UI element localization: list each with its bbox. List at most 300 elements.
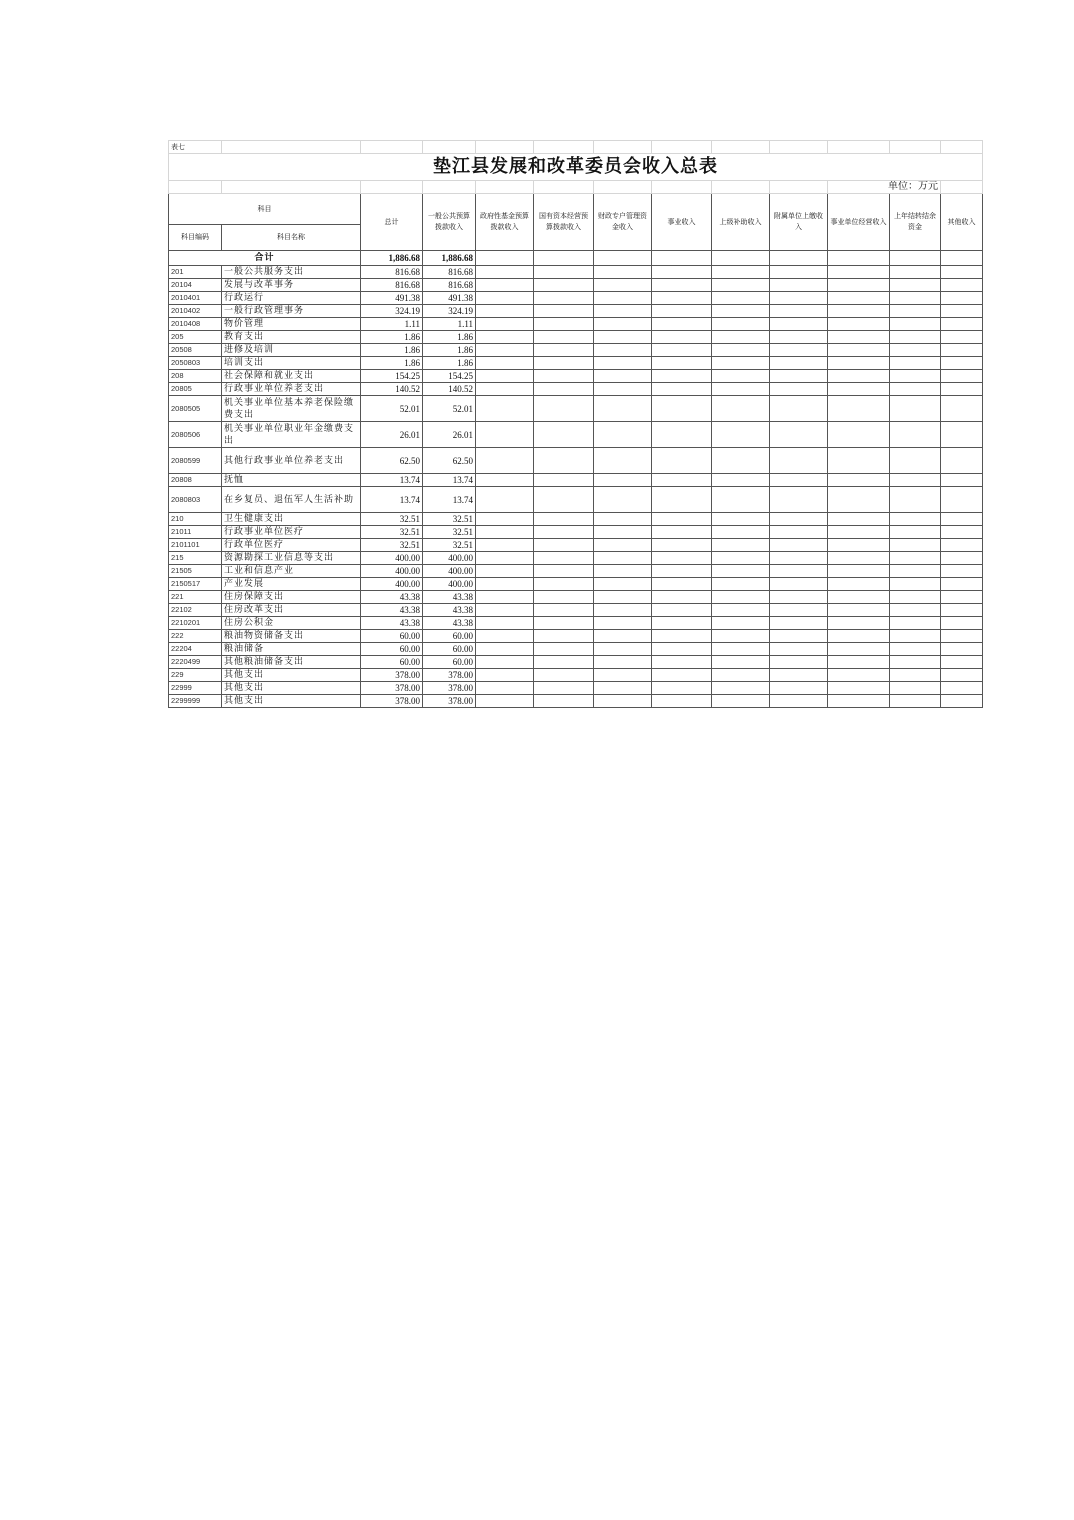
empty-cell [476, 266, 534, 279]
empty-cell [712, 266, 770, 279]
empty-cell [534, 591, 594, 604]
empty-cell [476, 279, 534, 292]
row-general-budget: 1.11 [423, 318, 476, 331]
empty-cell [534, 682, 594, 695]
row-code: 2080506 [169, 422, 222, 448]
row-name: 其他支出 [222, 682, 361, 695]
empty-cell [941, 513, 983, 526]
header-special-account: 财政专户管理资金收入 [594, 194, 652, 251]
empty-cell [890, 643, 941, 656]
empty-cell [476, 383, 534, 396]
row-total: 1.86 [361, 344, 423, 357]
empty-cell [890, 682, 941, 695]
header-state-capital: 国有资本经营预算拨款收入 [534, 194, 594, 251]
empty-cell [941, 539, 983, 552]
empty-cell [594, 292, 652, 305]
empty-cell [828, 266, 890, 279]
unit-label: 单位：万元 [828, 181, 941, 194]
row-general-budget: 400.00 [423, 565, 476, 578]
empty-cell [941, 591, 983, 604]
header-gov-fund: 政府性基金预算拨款收入 [476, 194, 534, 251]
empty-cell [770, 266, 828, 279]
empty-cell [652, 604, 712, 617]
empty-cell [828, 279, 890, 292]
empty-cell [534, 604, 594, 617]
empty-cell [828, 565, 890, 578]
empty-cell [712, 578, 770, 591]
empty-cell [534, 331, 594, 344]
row-code: 22102 [169, 604, 222, 617]
empty-cell [594, 682, 652, 695]
empty-cell [941, 669, 983, 682]
row-code: 215 [169, 552, 222, 565]
empty-cell [534, 292, 594, 305]
row-code: 229 [169, 669, 222, 682]
empty-cell [941, 305, 983, 318]
table-row [169, 448, 983, 474]
empty-cell [594, 474, 652, 487]
row-name: 其他粮油储备支出 [222, 656, 361, 669]
empty-cell [941, 344, 983, 357]
empty-cell [770, 526, 828, 539]
empty-cell [828, 305, 890, 318]
empty-cell [476, 292, 534, 305]
row-name: 粮油储备 [222, 643, 361, 656]
empty-cell [712, 643, 770, 656]
empty-cell [652, 448, 712, 474]
table-row [169, 578, 983, 591]
empty-cell [941, 370, 983, 383]
row-total: 13.74 [361, 487, 423, 513]
row-code: 20808 [169, 474, 222, 487]
empty-cell [890, 656, 941, 669]
empty-cell [770, 656, 828, 669]
empty-cell [534, 539, 594, 552]
empty-cell [712, 552, 770, 565]
empty-cell [712, 630, 770, 643]
empty-cell [828, 422, 890, 448]
row-code: 222 [169, 630, 222, 643]
empty-cell [534, 344, 594, 357]
empty-cell [534, 279, 594, 292]
empty-cell [770, 331, 828, 344]
empty-cell [712, 279, 770, 292]
row-general-budget: 324.19 [423, 305, 476, 318]
empty-cell [828, 526, 890, 539]
empty-cell [534, 695, 594, 708]
empty-cell [534, 474, 594, 487]
empty-cell [828, 591, 890, 604]
header-affiliate: 附属单位上缴收入 [770, 194, 828, 251]
empty-cell [890, 279, 941, 292]
empty-cell [890, 292, 941, 305]
row-general-budget: 1.86 [423, 344, 476, 357]
income-summary-sheet [168, 140, 982, 708]
table-row [169, 695, 983, 708]
empty-cell [476, 539, 534, 552]
row-name: 一般公共服务支出 [222, 266, 361, 279]
row-total: 816.68 [361, 266, 423, 279]
empty-cell [534, 630, 594, 643]
row-code: 21505 [169, 565, 222, 578]
empty-cell [828, 643, 890, 656]
row-general-budget: 378.00 [423, 682, 476, 695]
empty-cell [534, 513, 594, 526]
empty-cell [652, 617, 712, 630]
empty-cell [712, 344, 770, 357]
empty-cell [770, 630, 828, 643]
empty-cell [652, 552, 712, 565]
row-name: 住房改革支出 [222, 604, 361, 617]
empty-cell [770, 487, 828, 513]
empty-cell [476, 630, 534, 643]
empty-cell [941, 448, 983, 474]
empty-cell [594, 357, 652, 370]
row-general-budget: 62.50 [423, 448, 476, 474]
empty-cell [941, 656, 983, 669]
row-general-budget: 140.52 [423, 383, 476, 396]
empty-cell [890, 474, 941, 487]
empty-cell [594, 370, 652, 383]
table-row [169, 513, 983, 526]
row-general-budget: 400.00 [423, 578, 476, 591]
empty-cell [652, 487, 712, 513]
table-row [169, 526, 983, 539]
empty-cell [476, 643, 534, 656]
empty-cell [476, 305, 534, 318]
table-row [169, 487, 983, 513]
empty-cell [534, 656, 594, 669]
table-row [169, 565, 983, 578]
row-code: 22999 [169, 682, 222, 695]
empty-cell [828, 318, 890, 331]
empty-cell [652, 344, 712, 357]
empty-cell [770, 370, 828, 383]
empty-cell [828, 604, 890, 617]
table-title: 垫江县发展和改革委员会收入总表 [169, 154, 983, 181]
row-total: 816.68 [361, 279, 423, 292]
empty-cell [594, 669, 652, 682]
empty-cell [770, 643, 828, 656]
empty-cell [476, 513, 534, 526]
row-name: 产业发展 [222, 578, 361, 591]
row-total: 324.19 [361, 305, 423, 318]
empty-cell [828, 552, 890, 565]
table-row [169, 266, 983, 279]
empty-cell [534, 643, 594, 656]
empty-cell [941, 487, 983, 513]
empty-cell [941, 266, 983, 279]
empty-cell [712, 591, 770, 604]
empty-cell [890, 578, 941, 591]
empty-cell [828, 578, 890, 591]
empty-cell [594, 344, 652, 357]
row-code: 2101101 [169, 539, 222, 552]
empty-cell [652, 669, 712, 682]
row-name: 行政事业单位医疗 [222, 526, 361, 539]
row-name: 进修及培训 [222, 344, 361, 357]
empty-cell [890, 383, 941, 396]
row-total: 400.00 [361, 578, 423, 591]
empty-cell [941, 422, 983, 448]
empty-cell [652, 383, 712, 396]
row-general-budget: 378.00 [423, 669, 476, 682]
empty-cell [941, 331, 983, 344]
empty-cell [652, 695, 712, 708]
empty-cell [941, 279, 983, 292]
empty-cell [712, 604, 770, 617]
row-total: 43.38 [361, 591, 423, 604]
empty-cell [712, 526, 770, 539]
row-total: 43.38 [361, 604, 423, 617]
empty-cell [890, 318, 941, 331]
empty-cell [712, 292, 770, 305]
empty-cell [534, 487, 594, 513]
row-name: 行政事业单位养老支出 [222, 383, 361, 396]
empty-cell [594, 591, 652, 604]
row-code: 2010401 [169, 292, 222, 305]
row-total: 13.74 [361, 474, 423, 487]
empty-cell [476, 474, 534, 487]
empty-cell [770, 513, 828, 526]
row-name: 行政单位医疗 [222, 539, 361, 552]
row-general-budget: 43.38 [423, 617, 476, 630]
empty-cell [712, 669, 770, 682]
empty-cell [828, 682, 890, 695]
empty-cell [828, 487, 890, 513]
row-code: 20104 [169, 279, 222, 292]
empty-cell [712, 695, 770, 708]
empty-cell [890, 331, 941, 344]
empty-cell [652, 539, 712, 552]
row-code: 205 [169, 331, 222, 344]
table-row [169, 474, 983, 487]
empty-cell [476, 578, 534, 591]
empty-cell [534, 266, 594, 279]
empty-cell [770, 292, 828, 305]
empty-cell [890, 487, 941, 513]
empty-cell [594, 539, 652, 552]
empty-cell [941, 474, 983, 487]
empty-cell [594, 266, 652, 279]
table-row [169, 669, 983, 682]
empty-cell [476, 526, 534, 539]
empty-cell [890, 357, 941, 370]
empty-cell [476, 695, 534, 708]
empty-cell [890, 565, 941, 578]
row-name: 资源勘探工业信息等支出 [222, 552, 361, 565]
empty-cell [534, 357, 594, 370]
empty-cell [770, 357, 828, 370]
empty-cell [941, 630, 983, 643]
row-total: 32.51 [361, 539, 423, 552]
empty-cell [770, 383, 828, 396]
empty-cell [534, 396, 594, 422]
row-total: 400.00 [361, 552, 423, 565]
row-name: 机关事业单位职业年金缴费支出 [222, 422, 361, 448]
empty-cell [828, 344, 890, 357]
row-total: 378.00 [361, 669, 423, 682]
empty-cell [652, 279, 712, 292]
empty-cell [712, 565, 770, 578]
row-total: 378.00 [361, 695, 423, 708]
table-row [169, 279, 983, 292]
row-total: 154.25 [361, 370, 423, 383]
row-name: 行政运行 [222, 292, 361, 305]
empty-cell [770, 539, 828, 552]
empty-cell [828, 669, 890, 682]
empty-cell [770, 695, 828, 708]
empty-cell [770, 565, 828, 578]
empty-cell [594, 552, 652, 565]
row-total: 32.51 [361, 513, 423, 526]
empty-cell [652, 396, 712, 422]
row-general-budget: 13.74 [423, 474, 476, 487]
row-code: 2080599 [169, 448, 222, 474]
table-row [169, 552, 983, 565]
empty-cell [652, 331, 712, 344]
row-name: 卫生健康支出 [222, 513, 361, 526]
empty-cell [828, 630, 890, 643]
empty-cell [712, 383, 770, 396]
empty-cell [594, 422, 652, 448]
row-total: 491.38 [361, 292, 423, 305]
empty-cell [652, 565, 712, 578]
table-row [169, 630, 983, 643]
empty-cell [941, 318, 983, 331]
empty-cell [828, 396, 890, 422]
empty-cell [476, 604, 534, 617]
table-row [169, 591, 983, 604]
empty-cell [534, 318, 594, 331]
row-general-budget: 1.86 [423, 331, 476, 344]
row-general-budget: 13.74 [423, 487, 476, 513]
empty-cell [890, 526, 941, 539]
row-name: 社会保障和就业支出 [222, 370, 361, 383]
row-general-budget: 32.51 [423, 513, 476, 526]
empty-cell [652, 305, 712, 318]
empty-cell [652, 266, 712, 279]
empty-cell [770, 279, 828, 292]
empty-cell [941, 617, 983, 630]
table-row [169, 383, 983, 396]
empty-cell [941, 578, 983, 591]
empty-cell [594, 448, 652, 474]
empty-cell [941, 383, 983, 396]
empty-cell [652, 318, 712, 331]
table-row [169, 318, 983, 331]
header-superior-subsidy: 上级补助收入 [712, 194, 770, 251]
empty-cell [712, 331, 770, 344]
empty-cell [594, 565, 652, 578]
row-total: 32.51 [361, 526, 423, 539]
empty-cell [594, 305, 652, 318]
row-total: 60.00 [361, 630, 423, 643]
empty-cell [890, 669, 941, 682]
table-row [169, 292, 983, 305]
row-name: 粮油物资储备支出 [222, 630, 361, 643]
empty-cell [712, 357, 770, 370]
empty-cell [652, 474, 712, 487]
row-general-budget: 154.25 [423, 370, 476, 383]
empty-cell [534, 552, 594, 565]
row-name: 在乡复员、退伍军人生活补助 [222, 487, 361, 513]
row-general-budget: 52.01 [423, 396, 476, 422]
empty-cell [534, 305, 594, 318]
row-code: 2050803 [169, 357, 222, 370]
row-code: 2080803 [169, 487, 222, 513]
row-code: 221 [169, 591, 222, 604]
header-general-budget: 一般公共预算拨款收入 [423, 194, 476, 251]
empty-cell [712, 448, 770, 474]
empty-cell [652, 578, 712, 591]
empty-cell [594, 578, 652, 591]
row-total: 378.00 [361, 682, 423, 695]
row-general-budget: 1.86 [423, 357, 476, 370]
row-name: 抚恤 [222, 474, 361, 487]
empty-cell [594, 331, 652, 344]
sheet-label: 表七 [169, 141, 222, 154]
row-general-budget: 32.51 [423, 526, 476, 539]
empty-cell [770, 422, 828, 448]
empty-cell [534, 578, 594, 591]
empty-cell [712, 396, 770, 422]
empty-cell [890, 396, 941, 422]
empty-cell [594, 617, 652, 630]
empty-cell [712, 682, 770, 695]
empty-cell [890, 695, 941, 708]
row-total: 62.50 [361, 448, 423, 474]
total-row-total: 1,886.68 [361, 251, 423, 266]
empty-cell [476, 318, 534, 331]
row-total: 140.52 [361, 383, 423, 396]
empty-cell [890, 552, 941, 565]
empty-cell [476, 448, 534, 474]
empty-cell [828, 617, 890, 630]
empty-cell [594, 643, 652, 656]
row-total: 1.11 [361, 318, 423, 331]
row-name: 住房公积金 [222, 617, 361, 630]
row-general-budget: 491.38 [423, 292, 476, 305]
empty-cell [828, 474, 890, 487]
empty-cell [476, 656, 534, 669]
empty-cell [890, 630, 941, 643]
empty-cell [476, 552, 534, 565]
empty-cell [770, 591, 828, 604]
table-row [169, 357, 983, 370]
empty-cell [476, 682, 534, 695]
empty-cell [594, 383, 652, 396]
empty-cell [594, 630, 652, 643]
empty-cell [890, 617, 941, 630]
empty-cell [534, 526, 594, 539]
empty-cell [712, 305, 770, 318]
row-name: 住房保障支出 [222, 591, 361, 604]
table-row [169, 604, 983, 617]
empty-cell [652, 370, 712, 383]
empty-cell [476, 344, 534, 357]
row-total: 1.86 [361, 357, 423, 370]
header-business: 事业收入 [652, 194, 712, 251]
empty-cell [828, 539, 890, 552]
empty-cell [941, 552, 983, 565]
empty-cell [476, 487, 534, 513]
table-row [169, 396, 983, 422]
row-code: 2010408 [169, 318, 222, 331]
empty-cell [712, 539, 770, 552]
row-name: 其他行政事业单位养老支出 [222, 448, 361, 474]
empty-cell [652, 292, 712, 305]
